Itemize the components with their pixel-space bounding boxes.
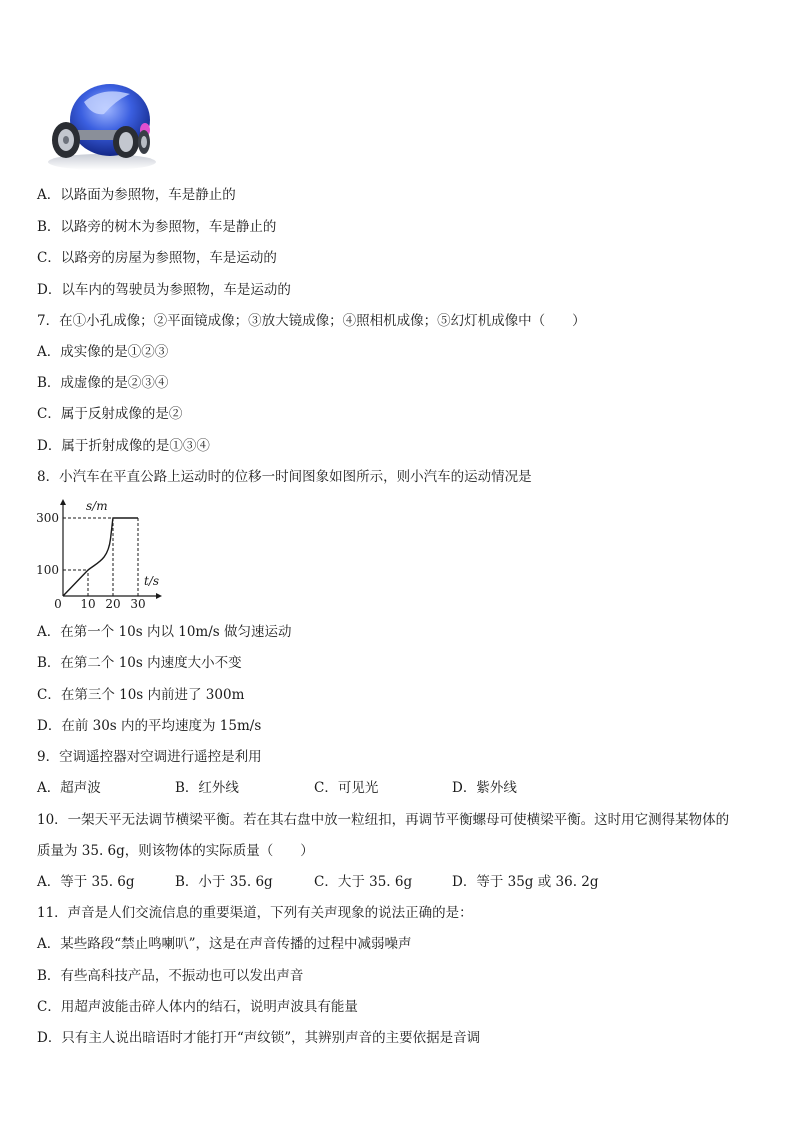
x-tick-label: 10 <box>80 597 96 611</box>
q11-stem: 11．声音是人们交流信息的重要渠道，下列有关声现象的说法正确的是： <box>37 905 473 921</box>
q8-option-d: D．在前 30s 内的平均速度为 15m/s <box>37 718 262 734</box>
displacement-time-graph <box>36 496 166 614</box>
x-tick-label: 0 <box>54 597 62 611</box>
x-axis-arrow <box>156 593 162 599</box>
q7-option-d: D．属于折射成像的是①③④ <box>37 438 210 454</box>
q6-option-b: B．以路旁的树木为参照物，车是静止的 <box>37 219 277 235</box>
q11-option-a: A．某些路段“禁止鸣喇叭”，这是在声音传播的过程中减弱噪声 <box>37 936 412 952</box>
toy-car-illustration <box>44 80 160 172</box>
q9-option-c: C．可见光 <box>314 780 379 796</box>
q10-stem-line2: 质量为 35. 6g，则该物体的实际质量（ ） <box>37 843 314 859</box>
q9-option-d: D．紫外线 <box>452 780 517 796</box>
q9-stem: 9．空调遥控器对空调进行遥控是利用 <box>37 749 262 765</box>
q10-option-a: A．等于 35. 6g <box>37 874 135 890</box>
x-tick-label: 30 <box>130 597 146 611</box>
y-axis-label: s/m <box>86 499 108 513</box>
q11-option-c: C．用超声波能击碎人体内的结石，说明声波具有能量 <box>37 999 358 1015</box>
q10-option-c: C．大于 35. 6g <box>314 874 413 890</box>
x-axis-label: t/s <box>144 574 160 588</box>
q6-option-d: D．以车内的驾驶员为参照物，车是运动的 <box>37 282 291 298</box>
y-tick-label: 100 <box>36 563 59 577</box>
series-line <box>63 518 138 596</box>
q9-option-a: A．超声波 <box>37 780 101 796</box>
q11-option-b: B．有些高科技产品，不振动也可以发出声音 <box>37 968 304 984</box>
y-axis-arrow <box>60 499 66 505</box>
q7-option-c: C．属于反射成像的是② <box>37 406 183 422</box>
q8-option-c: C．在第三个 10s 内前进了 300m <box>37 687 245 703</box>
q9-option-b: B．红外线 <box>175 780 239 796</box>
y-tick-label: 300 <box>36 511 59 525</box>
q10-stem-line1: 10．一架天平无法调节横梁平衡。若在其右盘中放一粒纽扣，再调节平衡螺母可使横梁平衡。这时用它测得某物体的 <box>37 812 730 828</box>
q7-option-a: A．成实像的是①②③ <box>37 344 169 360</box>
q7-stem: 7．在①小孔成像；②平面镜成像；③放大镜成像；④照相机成像；⑤幻灯机成像中（ ） <box>37 313 586 329</box>
q8-stem: 8．小汽车在平直公路上运动时的位移一时间图象如图所示，则小汽车的运动情况是 <box>37 469 532 485</box>
q10-option-d: D．等于 35g 或 36. 2g <box>452 874 599 890</box>
q10-option-b: B．小于 35. 6g <box>175 874 273 890</box>
x-tick-label: 20 <box>105 597 121 611</box>
q7-option-b: B．成虚像的是②③④ <box>37 375 169 391</box>
q6-option-a: A．以路面为参照物，车是静止的 <box>37 187 236 203</box>
q8-option-b: B．在第二个 10s 内速度大小不变 <box>37 655 242 671</box>
q6-option-c: C．以路旁的房屋为参照物，车是运动的 <box>37 250 277 266</box>
q11-option-d: D．只有主人说出暗语时才能打开“声纹锁”，其辨别声音的主要依据是音调 <box>37 1030 481 1046</box>
q8-option-a: A．在第一个 10s 内以 10m/s 做匀速运动 <box>37 624 292 640</box>
